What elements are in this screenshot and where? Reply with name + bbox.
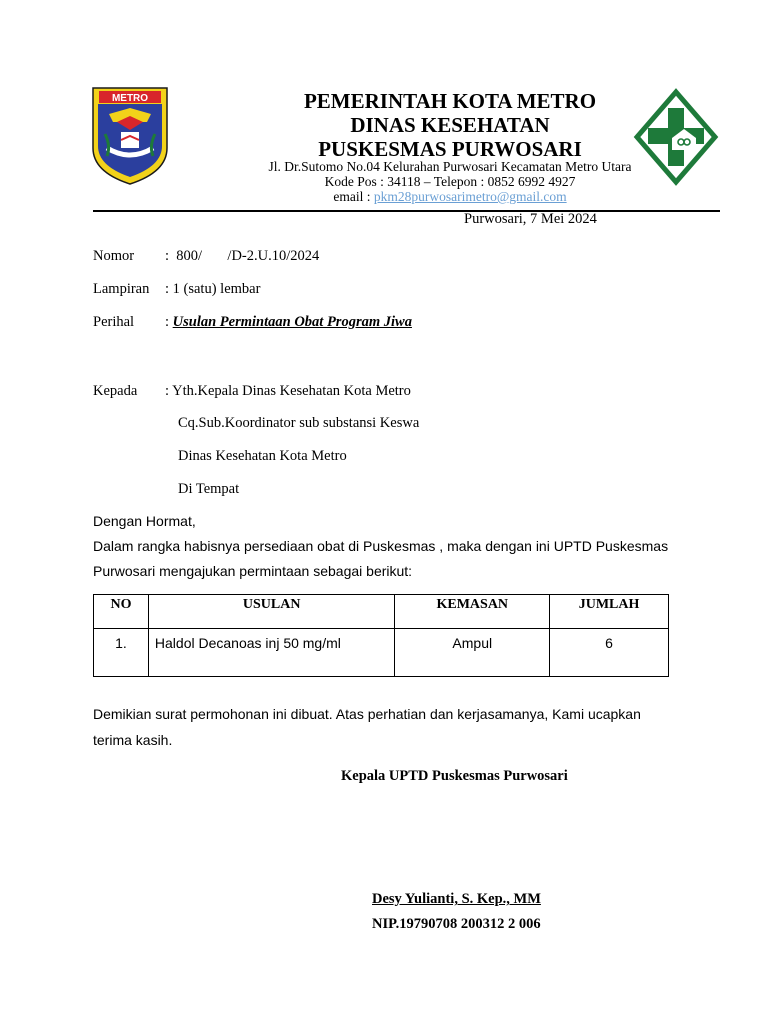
header-postal-phone: Kode Pos : 34118 – Telepon : 0852 6992 4927 xyxy=(324,174,576,189)
table-row xyxy=(94,629,669,677)
perihal-subject: Usulan Permintaan Obat Program Jiwa xyxy=(172,314,412,330)
header-email-line xyxy=(200,189,700,205)
kepada-line-3: Dinas Kesehatan Kota Metro xyxy=(178,448,347,464)
cell-usulan: Haldol Decanoas inj 50 mg/ml xyxy=(148,629,394,677)
perihal-label: Perihal xyxy=(93,314,135,330)
signer-title: Kepala UPTD Puskesmas Purwosari xyxy=(341,768,568,784)
header-divider xyxy=(93,210,720,212)
header-address: Jl. Dr.Sutomo No.04 Kelurahan Purwosari Kecamatan Metro Utara xyxy=(268,159,632,174)
kepada-line-4: Di Tempat xyxy=(178,481,240,497)
kepada-line-2: Cq.Sub.Koordinator sub substansi Keswa xyxy=(178,415,420,431)
place-date: Purwosari, 7 Mei 2024 xyxy=(464,211,597,227)
header-government: PEMERINTAH KOTA METRO xyxy=(303,89,597,113)
cell-kemasan: Ampul xyxy=(395,629,550,677)
cell-jumlah: 6 xyxy=(550,629,669,677)
nomor-label: Nomor xyxy=(93,248,135,264)
header-department: DINAS KESEHATAN xyxy=(350,113,550,137)
nomor-value: : 800/ /D-2.U.10/2024 xyxy=(165,248,320,264)
signer-name: Desy Yulianti, S. Kep., MM xyxy=(372,891,541,907)
greeting: Dengan Hormat, xyxy=(93,513,196,529)
kepada-label: Kepada xyxy=(93,383,138,399)
email-label: email : xyxy=(333,189,371,204)
closing-line-1: Demikian surat permohonan ini dibuat. Atas perhatian dan kerjasamanya, Kami ucapkan xyxy=(93,706,641,722)
kota-metro-emblem xyxy=(91,86,169,186)
header-puskesmas: PUSKESMAS PURWOSARI xyxy=(318,137,582,161)
col-header-kemasan: KEMASAN xyxy=(395,595,550,629)
puskesmas-emblem xyxy=(631,86,721,188)
col-header-jumlah: JUMLAH xyxy=(550,595,669,629)
kepada-line-1: : Yth.Kepala Dinas Kesehatan Kota Metro xyxy=(165,383,411,399)
perihal-colon: : xyxy=(165,314,170,330)
closing-line-2: terima kasih. xyxy=(93,732,173,748)
col-header-usulan: USULAN xyxy=(148,595,394,629)
col-header-no: NO xyxy=(94,595,149,629)
email-link[interactable]: pkm28purwosarimetro@gmail.com xyxy=(373,189,567,204)
body-line-1: Dalam rangka habisnya persediaan obat di Puskesmas , maka dengan ini UPTD Puskesmas xyxy=(93,538,669,554)
lampiran-label: Lampiran xyxy=(93,281,150,297)
lampiran-value: : 1 (satu) lembar xyxy=(165,281,261,297)
body-line-2: Purwosari mengajukan permintaan sebagai berikut: xyxy=(93,563,413,579)
request-table xyxy=(93,594,669,677)
perihal-value-line xyxy=(165,314,412,331)
cell-no: 1. xyxy=(94,629,149,677)
logo-metro-text: METRO xyxy=(111,93,149,104)
signer-nip: NIP.19790708 200312 2 006 xyxy=(372,916,541,932)
table-header-row xyxy=(94,595,669,629)
